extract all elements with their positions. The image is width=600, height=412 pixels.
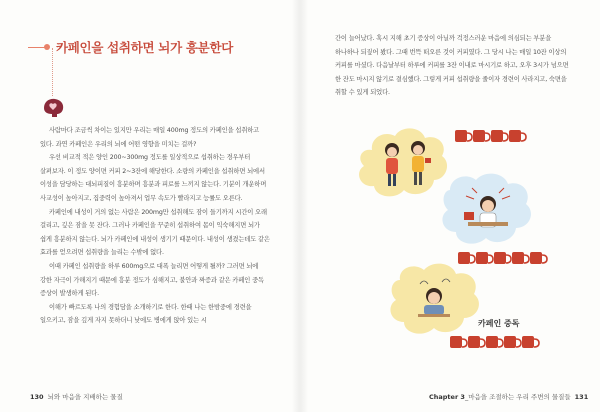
- happy-scene-cloud: [359, 128, 447, 196]
- coffee-cup-icon: [509, 130, 526, 142]
- left-body-text: [40, 124, 270, 328]
- coffee-cup-icon: [458, 252, 475, 264]
- caffeine-illustration: [300, 0, 600, 412]
- stressed-scene-cloud: [442, 174, 531, 244]
- collapsed-scene-cloud: [390, 264, 479, 334]
- coffee-cup-icon: [530, 252, 547, 264]
- coffee-cups-row-1: [455, 130, 526, 142]
- coffee-cups-row-2: [458, 252, 547, 264]
- coffee-cup-icon: [494, 252, 511, 264]
- paragraph: 카페인에 내성이 거의 없는 사람은 200mg만 섭취해도 잠이 들기까지 시간이 오래 걸리고, 깊은 잠을 못 잔다. 그러나 카페인을 꾸준히 섭취하여 몸이 익숙해지면 뇌가 쉽게 흥분하지 않는다. 뇌가 카페인에 내성이 생기기 때문이다. 내성이 생겼는데도 같은 효과를 얻으려면 섭취량을 늘리는 수밖에 없다.: [40, 208, 270, 257]
- coffee-cups-row-3: [450, 336, 539, 348]
- coffee-cup-icon: [512, 252, 529, 264]
- coffee-cup-icon: [473, 130, 490, 142]
- coffee-cup-icon: [450, 336, 467, 348]
- running-head: _마음을 조절하는 우리 주변의 물질들: [464, 393, 571, 401]
- coffee-cup-icon: [455, 130, 472, 142]
- section-heading: [28, 38, 278, 58]
- dotted-connector: [52, 48, 53, 96]
- coffee-cup-icon: [504, 336, 521, 348]
- coffee-cup-icon: [468, 336, 485, 348]
- illustration-caption: 카페인 중독: [478, 319, 520, 328]
- paragraph: 이때 카페인 섭취량을 하루 600mg으로 대폭 늘리면 어떻게 될까? 그러면 뇌에 강한 자극이 가해지기 때문에 흥분 정도가 심해지고, 불안과 짜증과 같은 카페인 중독 증상이 발생하게 된다.: [40, 262, 264, 298]
- coffee-cup-icon: [476, 252, 493, 264]
- paragraph: 사람마다 조금씩 차이는 있지만 우리는 매일 400mg 정도의 카페인을 섭취하고 있다. 과연 카페인은 우리의 뇌에 어떤 영향을 미치는 걸까?: [40, 127, 260, 148]
- left-folio: [30, 392, 123, 401]
- page-number: 131: [574, 393, 589, 401]
- coffee-cup-icon: [486, 336, 503, 348]
- right-folio: [429, 392, 588, 401]
- coffee-cup-icon: [491, 130, 508, 142]
- chapter-label: Chapter 3: [429, 393, 465, 401]
- paragraph: 간이 늘어났다. 혹시 지해 초기 증상이 아닐까 걱정스러운 마음에 의심되는 부분을 하나하나 되짚어 봤다. 그때 번뜩 떠오른 것이 커피였다. 그 당시 나는 매일 10잔 이상의 커피를 마셨다. 다음날부터 하루에 커피를 3잔 이내로 마시기로 하고, 오후 3시가 넘으면 한 잔도 마시지 않기로 결심했다. 그렇게 커피 섭취량을 줄이자 경련이 사라지고, 숙면을 취할 수 있게 되었다.: [335, 35, 569, 97]
- section-title: 카페인을 섭취하면 뇌가 흥분한다: [56, 40, 234, 55]
- paragraph: 이해가 빠르도록 나의 경험담을 소개하기로 한다. 한때 나는 한밤중에 경련을 일으키고, 잠을 깊게 자지 못하더니 낮에도 병에게 앉아 있는 시: [40, 303, 252, 325]
- paragraph: 우선 비교적 적은 양인 200~300mg 정도를 일상적으로 섭취하는 경우부터 살펴보자. 이 정도 양이면 커피 2~3잔에 해당한다. 소량의 카페인을 섭취하면 뇌에서 이성을 담당하는 대뇌피질이 흥분하며 흥분과 피로를 느끼지 않는다. 기분이 개운하며 사교성이 높아지고, 집중력이 높아져서 업무 속도가 빨라지고 능률도 오른다.: [40, 154, 267, 202]
- page-number: 130: [30, 393, 44, 401]
- coffee-cup-icon: [522, 336, 539, 348]
- running-head: 뇌와 마음을 지배하는 물질: [47, 393, 123, 401]
- heading-bullet: [44, 44, 50, 50]
- brain-icon: [40, 96, 66, 118]
